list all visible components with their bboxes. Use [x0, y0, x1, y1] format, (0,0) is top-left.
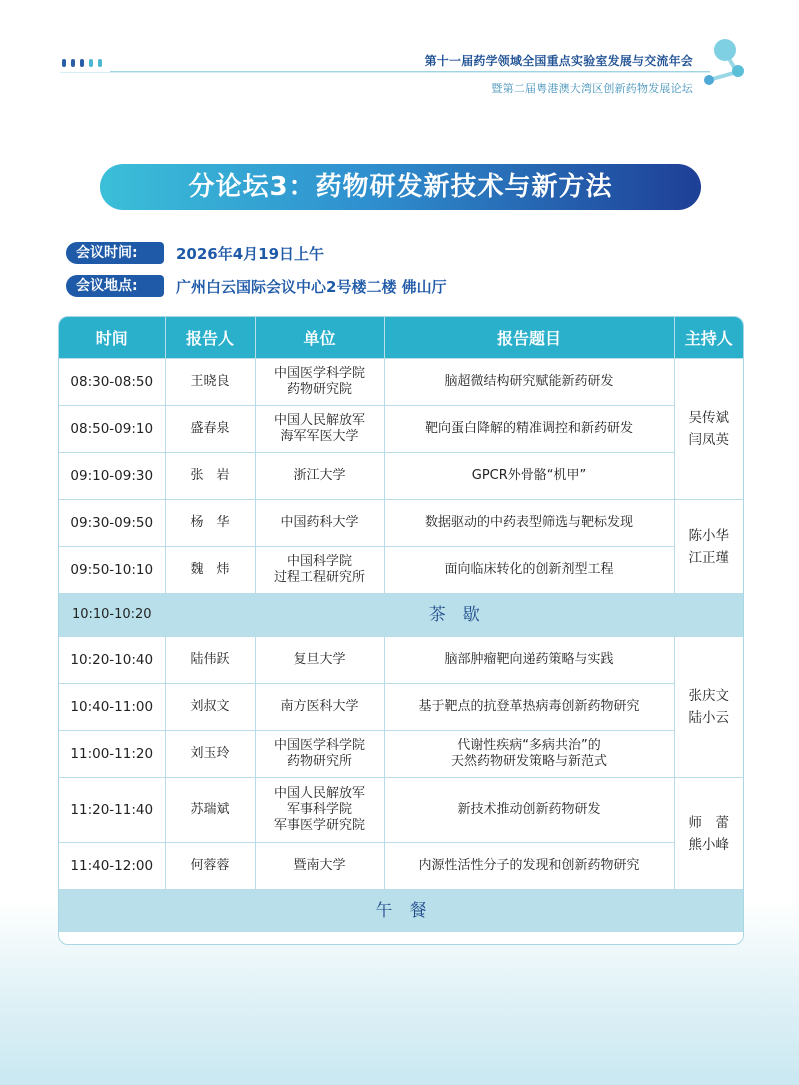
row-topic: 面向临床转化的创新剂型工程	[384, 547, 674, 594]
schedule-table	[58, 316, 744, 945]
row-time: 11:20-11:40	[59, 778, 165, 843]
row-time: 10:20-10:40	[59, 637, 165, 684]
row-unit: 复旦大学	[255, 637, 384, 684]
conference-title: 第十一届药学领域全国重点实验室发展与交流年会	[424, 54, 693, 68]
row-topic: 数据驱动的中药表型筛选与靶标发现	[384, 500, 674, 547]
table-row	[59, 843, 743, 890]
meeting-time-label: 会议时间:	[66, 242, 164, 264]
row-topic: GPCR外骨骼“机甲”	[384, 453, 674, 500]
table-row	[59, 731, 743, 778]
meeting-time-value: 2026年4月19日上午	[176, 244, 325, 263]
tea-break-label: 茶 歇	[165, 594, 743, 637]
row-host: 吴传斌 闫凤英	[674, 359, 743, 500]
row-speaker: 盛春泉	[165, 406, 255, 453]
row-time: 09:30-09:50	[59, 500, 165, 547]
conference-subtitle: 暨第二届粤港澳大湾区创新药物发展论坛	[491, 82, 693, 95]
row-speaker: 杨 华	[165, 500, 255, 547]
row-unit: 中国药科大学	[255, 500, 384, 547]
header-time: 时间	[59, 317, 165, 359]
header-divider-light	[60, 72, 710, 73]
row-time: 09:50-10:10	[59, 547, 165, 594]
row-topic: 基于靶点的抗登革热病毒创新药物研究	[384, 684, 674, 731]
row-topic: 代谢性疾病“多病共治”的 天然药物研发策略与新范式	[384, 731, 674, 778]
row-speaker: 刘叔文	[165, 684, 255, 731]
row-topic: 内源性活性分子的发现和创新药物研究	[384, 843, 674, 890]
row-time: 08:30-08:50	[59, 359, 165, 406]
row-host: 师 蕾 熊小峰	[674, 778, 743, 890]
row-unit: 浙江大学	[255, 453, 384, 500]
table-row	[59, 406, 743, 453]
lunch-row	[59, 890, 743, 933]
row-speaker: 魏 炜	[165, 547, 255, 594]
meeting-place-label: 会议地点:	[66, 275, 164, 297]
molecule-icon	[695, 36, 755, 96]
row-speaker: 何蓉蓉	[165, 843, 255, 890]
header-topic: 报告题目	[384, 317, 674, 359]
table-row	[59, 778, 743, 843]
row-topic: 靶向蛋白降解的精准调控和新药研发	[384, 406, 674, 453]
row-unit: 中国人民解放军 海军军医大学	[255, 406, 384, 453]
row-unit: 暨南大学	[255, 843, 384, 890]
row-host: 陈小华 江正瑾	[674, 500, 743, 594]
row-time: 08:50-09:10	[59, 406, 165, 453]
table-header-row	[59, 317, 743, 359]
row-topic: 脑超微结构研究赋能新药研发	[384, 359, 674, 406]
row-unit: 中国医学科学院 药物研究院	[255, 359, 384, 406]
row-speaker: 王晓良	[165, 359, 255, 406]
row-speaker: 苏瑞斌	[165, 778, 255, 843]
row-topic: 新技术推动创新药物研发	[384, 778, 674, 843]
row-unit: 中国医学科学院 药物研究所	[255, 731, 384, 778]
table-row	[59, 684, 743, 731]
tea-break-row	[59, 594, 743, 637]
row-speaker: 张 岩	[165, 453, 255, 500]
table-row	[59, 547, 743, 594]
header-host: 主持人	[674, 317, 743, 359]
table-row	[59, 637, 743, 684]
forum-banner: 分论坛3：药物研发新技术与新方法	[100, 164, 701, 210]
row-host: 张庆文 陆小云	[674, 637, 743, 778]
row-time: 09:10-09:30	[59, 453, 165, 500]
row-unit: 中国人民解放军 军事科学院 军事医学研究院	[255, 778, 384, 843]
page-header	[0, 0, 799, 100]
row-topic: 脑部肿瘤靶向递药策略与实践	[384, 637, 674, 684]
lunch-label: 午 餐	[59, 890, 743, 933]
header-dots-decoration	[62, 59, 102, 67]
tea-break-time: 10:10-10:20	[59, 594, 165, 637]
row-time: 11:00-11:20	[59, 731, 165, 778]
header-speaker: 报告人	[165, 317, 255, 359]
row-time: 11:40-12:00	[59, 843, 165, 890]
header-unit: 单位	[255, 317, 384, 359]
row-time: 10:40-11:00	[59, 684, 165, 731]
meeting-time-row	[66, 242, 324, 264]
meeting-place-row	[66, 275, 447, 297]
header-divider	[110, 71, 710, 72]
row-speaker: 陆伟跃	[165, 637, 255, 684]
meeting-place-value: 广州白云国际会议中心2号楼二楼 佛山厅	[176, 277, 447, 296]
table-row	[59, 359, 743, 406]
row-speaker: 刘玉玲	[165, 731, 255, 778]
table-row	[59, 453, 743, 500]
row-unit: 中国科学院 过程工程研究所	[255, 547, 384, 594]
table-row	[59, 500, 743, 547]
row-unit: 南方医科大学	[255, 684, 384, 731]
